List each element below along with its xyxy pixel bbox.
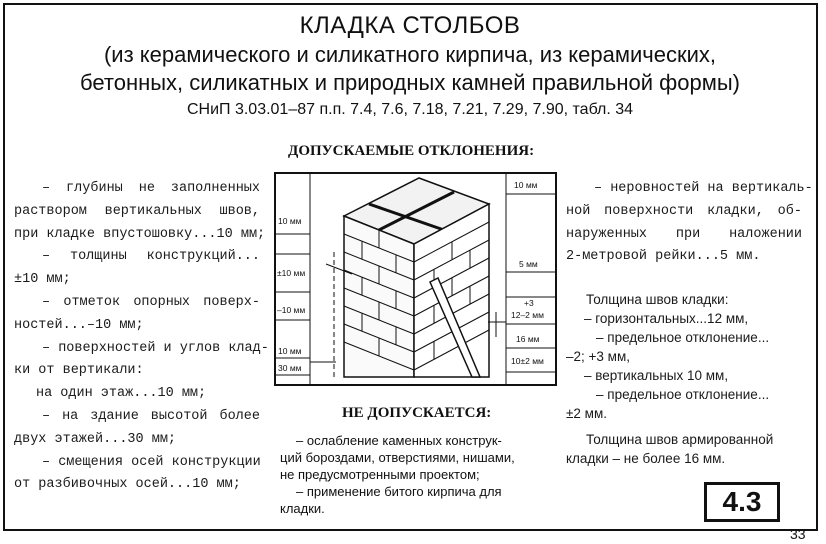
text-line: при кладке впустошовку...10 мм; — [14, 226, 266, 242]
text-line: – вертикальных 10 мм, — [584, 368, 729, 383]
deviations-heading: ДОПУСКАЕМЫЕ ОТКЛОНЕНИЯ: — [288, 143, 535, 159]
text-line: – глубины не заполненных — [42, 181, 260, 196]
not-allowed-block — [280, 432, 556, 517]
diagram-label: 10 мм — [278, 346, 302, 356]
text-line: ной поверхности кладки, об- — [566, 203, 802, 219]
diagram-label: ±10 мм — [277, 268, 306, 278]
text-line: наруженных при наложении — [566, 226, 802, 242]
text-line: – на здание высотой более — [42, 408, 260, 424]
text-line: – горизонтальных...12 мм, — [584, 311, 749, 326]
diagram-label: 12–2 мм — [511, 310, 544, 320]
page-subtitle — [0, 41, 820, 97]
diagram-label: 10 мм — [278, 216, 302, 226]
section-badge: 4.3 — [704, 482, 780, 522]
text-line: ций бороздами, отверстиями, нишами, — [280, 450, 515, 465]
text-line: – отметок опорных поверх- — [42, 294, 260, 310]
diagram-label: –10 мм — [277, 305, 306, 315]
subtitle-line: (из керамического и силикатного кирпича, из керамических, — [103, 42, 716, 67]
text-line: ±10 мм; — [14, 272, 71, 288]
joints-block — [566, 290, 802, 423]
text-line: ±2 мм. — [566, 406, 607, 421]
right-column-top — [566, 178, 813, 269]
column-masonry-diagram — [274, 172, 558, 392]
text-line: на один этаж...10 мм; — [36, 386, 207, 402]
text-line: двух этажей...30 мм; — [14, 431, 177, 447]
text-line: –2; +3 мм, — [566, 349, 630, 364]
text-line: – ослабление каменных конструк- — [296, 433, 502, 448]
diagram-label: 5 мм — [519, 259, 538, 269]
diagram-label: +3 — [524, 298, 534, 308]
text-line: – предельное отклонение... — [596, 330, 770, 345]
text-line: не предусмотренными проектом; — [280, 467, 480, 482]
text-line: – неровностей на вертикаль- — [594, 181, 813, 196]
snip-reference: СНиП 3.03.01–87 п.п. 7.4, 7.6, 7.18, 7.21, 7.29, 7.90, табл. 34 — [186, 101, 634, 118]
page-title: КЛАДКА СТОЛБОВ — [299, 12, 521, 39]
text-line: – толщины конструкций... — [42, 249, 260, 265]
text-line: – применение битого кирпича для — [296, 484, 502, 499]
text-line: – предельное отклонение... — [596, 387, 770, 402]
diagram-label: 10±2 мм — [511, 356, 544, 366]
diagram-label: 10 мм — [514, 180, 538, 190]
reinforced-block — [566, 430, 806, 468]
text-line: кладки. — [280, 501, 325, 516]
text-line: от разбивочных осей...10 мм; — [14, 477, 241, 493]
text-line: ки от вертикали: — [14, 363, 144, 379]
text-line: – смещения осей конструкции — [42, 454, 261, 470]
text-line: кладки – не более 16 мм. — [566, 451, 726, 466]
text-line: раствором вертикальных швов, — [14, 203, 260, 219]
text-line: 2-метровой рейки...5 мм. — [566, 249, 761, 265]
text-line: ностей...–10 мм; — [14, 317, 144, 333]
not-allowed-heading: НЕ ДОПУСКАЕТСЯ: — [342, 405, 492, 421]
text-line: – поверхностей и углов клад- — [42, 340, 269, 356]
joints-heading: Толщина швов кладки: — [586, 292, 729, 307]
page-number: 33 — [790, 526, 806, 542]
subtitle-line: бетонных, силикатных и природных камней правильной формы) — [80, 70, 740, 95]
diagram-label: 16 мм — [516, 334, 540, 344]
diagram-label: 30 мм — [278, 363, 302, 373]
text-line: Толщина швов армированной — [586, 432, 774, 447]
left-column — [14, 178, 269, 497]
right-label-column — [506, 173, 557, 385]
